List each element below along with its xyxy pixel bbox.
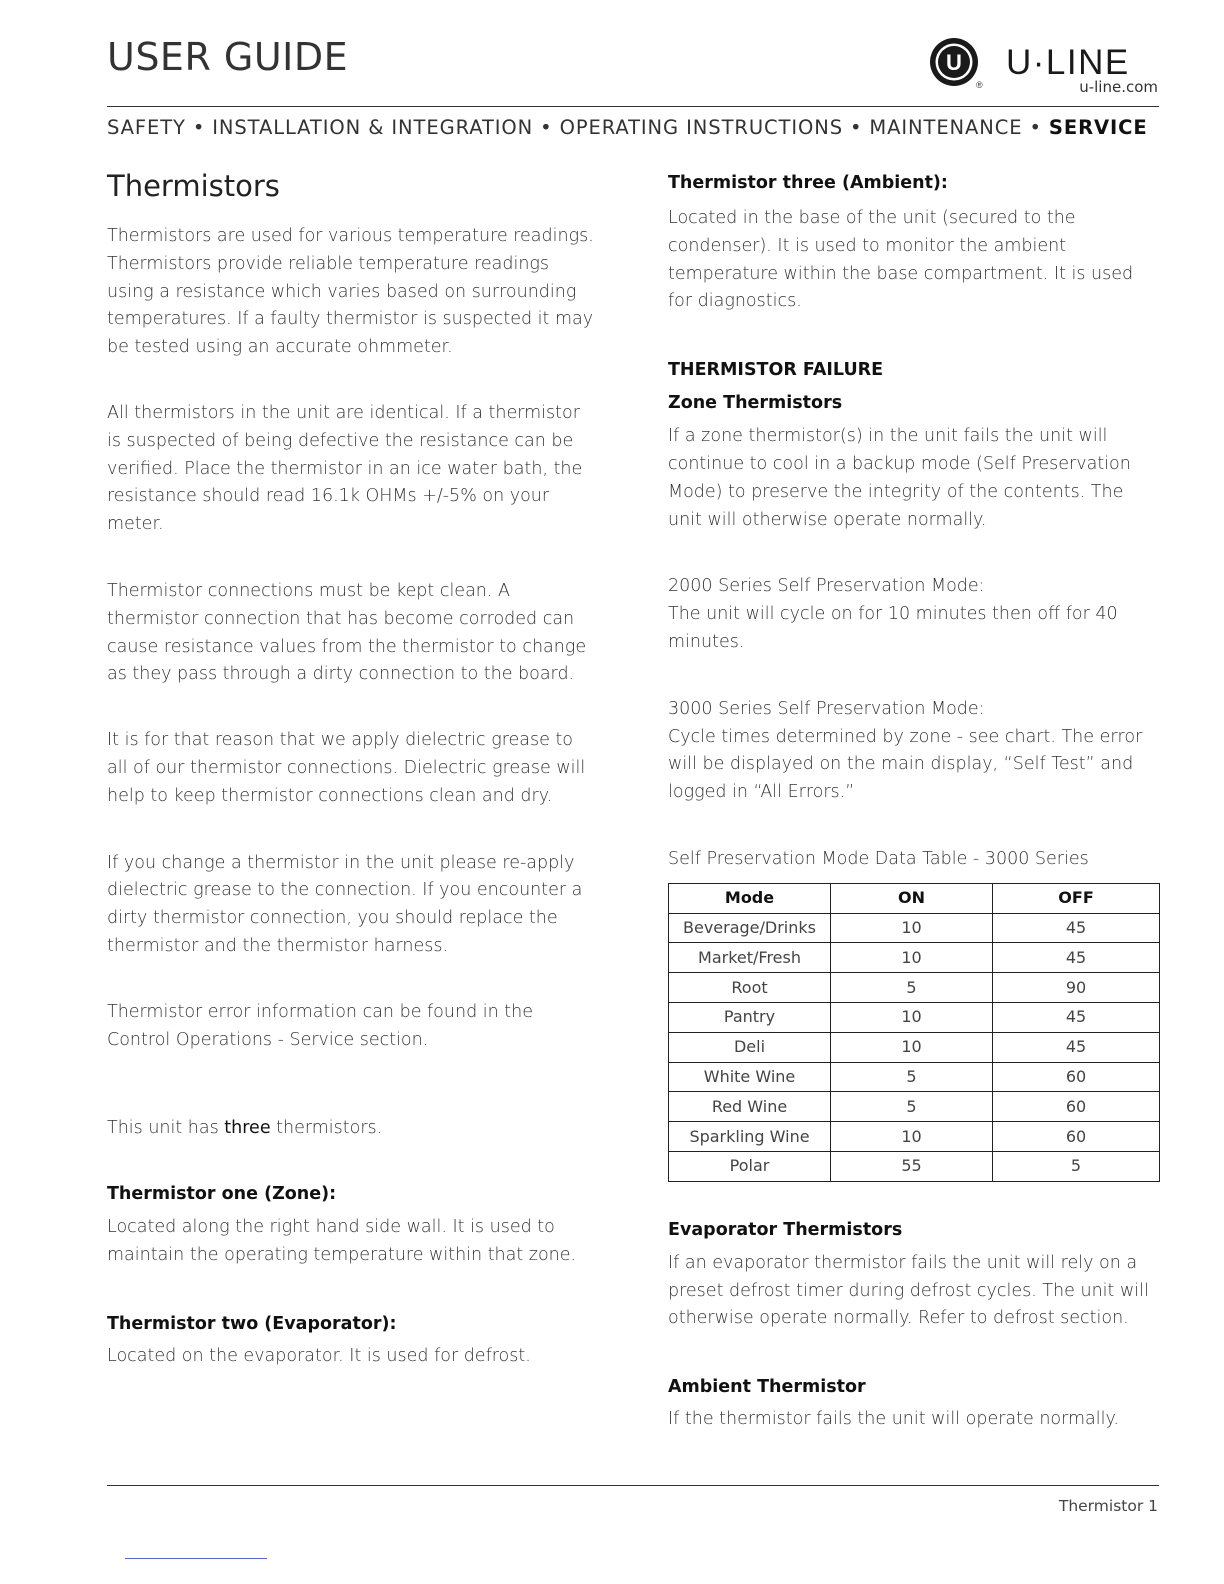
series-2000-title: 2000 Series Self Preservation Mode: — [668, 576, 985, 597]
table-cell: Deli — [669, 1032, 831, 1062]
table-row — [669, 913, 1160, 943]
nav-item-safety[interactable]: SAFETY — [107, 116, 186, 139]
intro-paragraph: Thermistors are used for various temperature readings. Thermistors provide reliable temperature readings using a resistance which varies based on surrounding temperatures. If a faulty thermistor is suspected it may be tested using an accurate ohmmeter. — [107, 226, 594, 358]
column-header: ON — [831, 883, 993, 913]
table-row — [669, 1151, 1160, 1181]
connections-paragraph: Thermistor connections must be kept clean. A thermistor connection that has become corroded can cause resistance values from the thermistor to change as they pass through a dirty connection to the board. — [107, 580, 587, 685]
thermistor-three-text: Located in the base of the unit (secured to the condenser). It is used to monitor the ambient temperature within the base compartment. It is used for diagnostics. — [668, 208, 1134, 312]
count-text: This unit has — [107, 1118, 225, 1139]
header-divider — [107, 106, 1159, 107]
table-cell: 45 — [993, 943, 1160, 973]
page-title: USER GUIDE — [107, 35, 349, 79]
evaporator-thermistors-heading: Evaporator Thermistors — [668, 1219, 903, 1240]
table-cell: Market/Fresh — [669, 943, 831, 973]
table-cell: 5 — [831, 973, 993, 1003]
table-caption: Self Preservation Mode Data Table - 3000 Series — [668, 848, 1089, 869]
column-header: OFF — [993, 883, 1160, 913]
failure-heading: THERMISTOR FAILURE — [668, 360, 884, 381]
footer-divider — [107, 1485, 1159, 1486]
evaporator-thermistors-text: If an evaporator thermistor fails the unit will rely on a preset defrost timer during defrost cycles. The unit will otherwise operate normally. Refer to defrost section. — [668, 1252, 1149, 1329]
table-cell: 90 — [993, 973, 1160, 1003]
count-emphasis: three — [224, 1118, 271, 1139]
table-cell: Beverage/Drinks — [669, 913, 831, 943]
table-cell: 5 — [831, 1062, 993, 1092]
section-nav — [107, 113, 1159, 143]
ambient-thermistor-text: If the thermistor fails the unit will operate normally. — [668, 1409, 1119, 1430]
table-row — [669, 973, 1160, 1003]
series-3000-text: Cycle times determined by zone - see chart. The error will be displayed on the main display, “Self Test” and logged in “All Errors.” — [668, 726, 1143, 803]
thermistor-two-text: Located on the evaporator. It is used for defrost. — [107, 1345, 531, 1366]
thermistor-count — [107, 1115, 599, 1143]
zone-thermistors-heading: Zone Thermistors — [668, 393, 843, 414]
table-cell: 55 — [831, 1151, 993, 1181]
grease-paragraph: It is for that reason that we apply dielectric grease to all of our thermistor connections. Dielectric grease will help to keep thermistor connections clean and dry. — [107, 730, 586, 806]
thermistor-one-heading: Thermistor one (Zone): — [107, 1184, 337, 1205]
table-cell: 10 — [831, 1122, 993, 1152]
page-number: Thermistor 1 — [1058, 1497, 1158, 1515]
table-cell: Red Wine — [669, 1092, 831, 1122]
table-cell: Sparkling Wine — [669, 1122, 831, 1152]
count-text-end: thermistors. — [270, 1118, 383, 1139]
table-cell: Root — [669, 973, 831, 1003]
table-cell: 5 — [993, 1151, 1160, 1181]
table-cell: 45 — [993, 913, 1160, 943]
logo-mark-letter: U — [946, 50, 962, 75]
table-cell: 60 — [993, 1062, 1160, 1092]
table-cell: White Wine — [669, 1062, 831, 1092]
right-column — [668, 166, 1160, 1434]
nav-item-maintenance[interactable]: MAINTENANCE — [869, 116, 1023, 139]
table-cell: 10 — [831, 943, 993, 973]
website-link[interactable]: u-line.com — [1079, 78, 1158, 96]
table-cell: 45 — [993, 1002, 1160, 1032]
table-row — [669, 1062, 1160, 1092]
logo-wordmark: U·LINE — [1006, 43, 1130, 82]
nav-item-service[interactable]: SERVICE — [1048, 116, 1148, 139]
replace-paragraph: If you change a thermistor in the unit please re-apply dielectric grease to the connection. If you encounter a dirty thermistor connection, you should replace the thermistor and the thermistor harness. — [107, 852, 583, 956]
series-3000-title: 3000 Series Self Preservation Mode: — [668, 698, 985, 719]
table-cell: 60 — [993, 1122, 1160, 1152]
nav-separator: • — [192, 116, 206, 139]
column-header: Mode — [669, 883, 831, 913]
table-row — [669, 1032, 1160, 1062]
table-cell: 10 — [831, 1032, 993, 1062]
section-heading: Thermistors — [107, 169, 280, 203]
nav-separator: • — [1029, 116, 1042, 139]
table-cell: 10 — [831, 1002, 993, 1032]
left-column — [107, 166, 599, 1371]
registered-mark: ® — [976, 80, 983, 90]
table-cell: 10 — [831, 913, 993, 943]
nav-separator: • — [850, 116, 863, 139]
table-cell: 5 — [831, 1092, 993, 1122]
table-cell: 60 — [993, 1092, 1160, 1122]
table-header-row — [669, 883, 1160, 913]
table-row — [669, 1092, 1160, 1122]
table-cell: Pantry — [669, 1002, 831, 1032]
nav-item-operating[interactable]: OPERATING INSTRUCTIONS — [559, 116, 843, 139]
table-cell: 45 — [993, 1032, 1160, 1062]
zone-thermistors-text: If a zone thermistor(s) in the unit fails the unit will continue to cool in a backup mode (Self Preservation Mode) to preserve the integrity of the contents. The unit will otherwise operate normally. — [668, 426, 1131, 530]
identical-paragraph: All thermistors in the unit are identical. If a thermistor is suspected of being defective the resistance can be verified. Place the thermistor in an ice water bath, the resistance should read 16.1k OHMs +/-5% on your meter. — [107, 402, 583, 535]
table-row — [669, 943, 1160, 973]
self-preservation-table — [668, 883, 1160, 1182]
thermistor-one-text: Located along the right hand side wall. It is used to maintain the operating temperature within that zone. — [107, 1217, 577, 1265]
series-2000-text: The unit will cycle on for 10 minutes then off for 40 minutes. — [668, 604, 1118, 652]
error-info-paragraph: Thermistor error information can be found in the Control Operations - Service section. — [107, 1001, 533, 1050]
nav-separator: • — [540, 116, 553, 139]
table-row — [669, 1002, 1160, 1032]
thermistor-two-heading: Thermistor two (Evaporator): — [107, 1313, 397, 1334]
table-cell: Polar — [669, 1151, 831, 1181]
thermistor-three-heading: Thermistor three (Ambient): — [668, 173, 948, 193]
table-row — [669, 1122, 1160, 1152]
table-body — [669, 913, 1160, 1181]
link-underline[interactable] — [125, 1558, 267, 1559]
ambient-thermistor-heading: Ambient Thermistor — [668, 1377, 866, 1398]
nav-item-installation[interactable]: INSTALLATION & INTEGRATION — [212, 116, 534, 139]
